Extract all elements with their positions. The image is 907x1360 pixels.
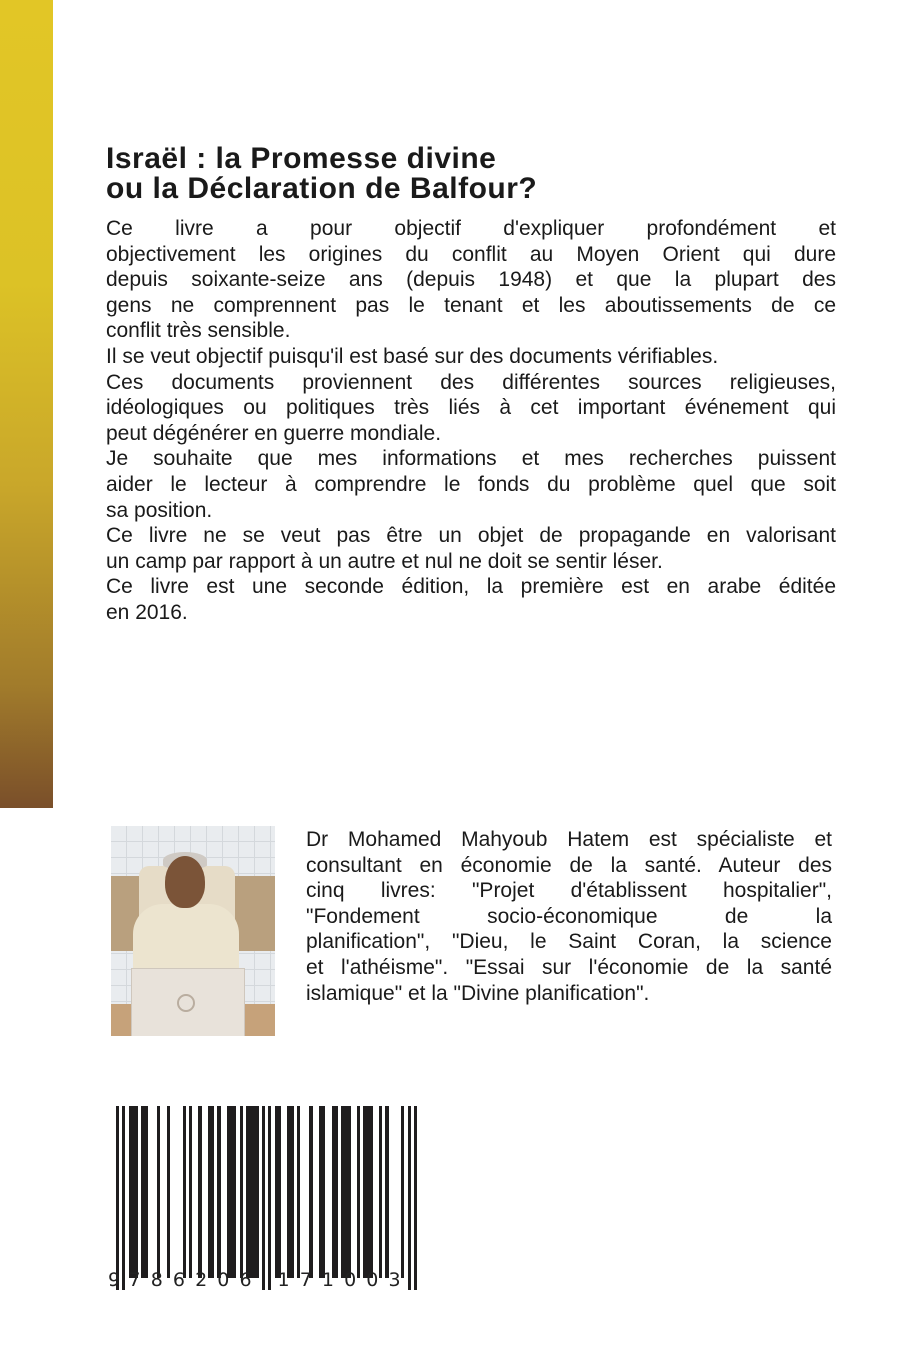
bio-line: planification", "Dieu, le Saint Coran, la science	[306, 930, 832, 954]
barcode-bar	[332, 1106, 338, 1278]
book-title	[106, 144, 537, 204]
description-line: aider le lecteur à comprendre le fonds du problème quel que soit	[106, 472, 836, 496]
bio-line: cinq livres: "Projet d'établissent hospitalier",	[306, 879, 832, 903]
barcode-bar	[141, 1106, 147, 1278]
isbn-barcode	[108, 1104, 428, 1294]
bio-line: Dr Mohamed Mahyoub Hatem est spécialiste et	[306, 828, 832, 851]
barcode-bar	[401, 1106, 404, 1278]
barcode-bar	[357, 1106, 360, 1278]
barcode-digit: 1	[321, 1269, 334, 1291]
barcode-bar	[297, 1106, 300, 1278]
barcode-guard-bar	[414, 1106, 417, 1290]
bio-line: "Fondement socio-économique de la	[306, 904, 832, 928]
description-line: objectivement les origines du conflit au Moyen Orient qui dure	[106, 242, 836, 266]
book-description	[106, 216, 836, 626]
barcode-digit: 7	[128, 1269, 141, 1291]
barcode-bar	[157, 1106, 160, 1278]
barcode-digit: 3	[388, 1269, 401, 1291]
author-photo	[111, 826, 275, 1036]
barcode-digit: 8	[150, 1269, 163, 1291]
description-line: peut dégénérer en guerre mondiale.	[106, 421, 442, 445]
barcode-bar	[198, 1106, 201, 1278]
description-line: Je souhaite que mes informations et mes recherches puissent	[106, 447, 836, 471]
barcode-digit: 6	[172, 1269, 185, 1291]
barcode-bar	[240, 1106, 243, 1278]
description-line: en 2016.	[106, 600, 188, 624]
barcode-bar	[379, 1106, 382, 1278]
barcode-digit: 9	[108, 1269, 121, 1291]
description-line: Ce livre est une seconde édition, la première est en arabe éditée	[106, 575, 836, 599]
barcode-bar	[227, 1106, 237, 1278]
description-line: Ce livre a pour objectif d'expliquer profondément et	[106, 217, 836, 240]
barcode-bar	[183, 1106, 186, 1278]
bio-line: et l'athéisme". "Essai sur l'économie de la santé	[306, 955, 832, 979]
barcode-digit: 2	[195, 1269, 208, 1291]
barcode-bar	[319, 1106, 325, 1278]
barcode-bar	[129, 1106, 139, 1278]
spine-gradient-band	[0, 0, 53, 808]
barcode-bar	[167, 1106, 170, 1278]
barcode-guard-bar	[262, 1106, 265, 1290]
bio-line: islamique" et la "Divine planification".	[306, 981, 650, 1005]
author-bio	[306, 827, 832, 1006]
barcode-guard-bar	[122, 1106, 125, 1290]
barcode-digit: 0	[366, 1269, 379, 1291]
barcode-digit: 1	[277, 1269, 290, 1291]
barcode-digit: 6	[239, 1269, 252, 1291]
description-line: conflit très sensible.	[106, 319, 291, 343]
title-line-2: ou la Déclaration de Balfour?	[106, 172, 538, 205]
bio-line: consultant en économie de la santé. Auteur des	[306, 853, 832, 877]
description-line: gens ne comprennent pas le tenant et les aboutissements de ce	[106, 293, 836, 317]
barcode-bar	[385, 1106, 388, 1278]
barcode-bar	[363, 1106, 373, 1278]
barcode-digit: 7	[299, 1269, 312, 1291]
barcode-digit: 0	[217, 1269, 230, 1291]
barcode-guard-bar	[116, 1106, 119, 1290]
barcode-bar	[246, 1106, 259, 1278]
barcode-guard-bar	[408, 1106, 411, 1290]
barcode-bar	[275, 1106, 281, 1278]
description-line: depuis soixante-seize ans (depuis 1948) et que la plupart des	[106, 268, 836, 292]
description-line: idéologiques ou politiques très liés à cet important événement qui	[106, 396, 836, 420]
barcode-bar	[287, 1106, 293, 1278]
barcode-digit: 0	[344, 1269, 357, 1291]
description-line: Ce livre ne se veut pas être un objet de propagande en valorisant	[106, 524, 836, 548]
barcode-bar	[341, 1106, 351, 1278]
description-line: sa position.	[106, 498, 213, 522]
barcode-guard-bar	[268, 1106, 271, 1290]
description-line: un camp par rapport à un autre et nul ne doit se sentir léser.	[106, 549, 663, 573]
description-line: Ces documents proviennent des différentes sources religieuses,	[106, 370, 836, 394]
title-line-1: Israël : la Promesse divine	[106, 142, 497, 175]
barcode-bar	[217, 1106, 220, 1278]
barcode-bar	[208, 1106, 214, 1278]
description-line: Il se veut objectif puisqu'il est basé sur des documents vérifiables.	[106, 344, 719, 368]
barcode-bar	[309, 1106, 312, 1278]
barcode-bar	[189, 1106, 192, 1278]
